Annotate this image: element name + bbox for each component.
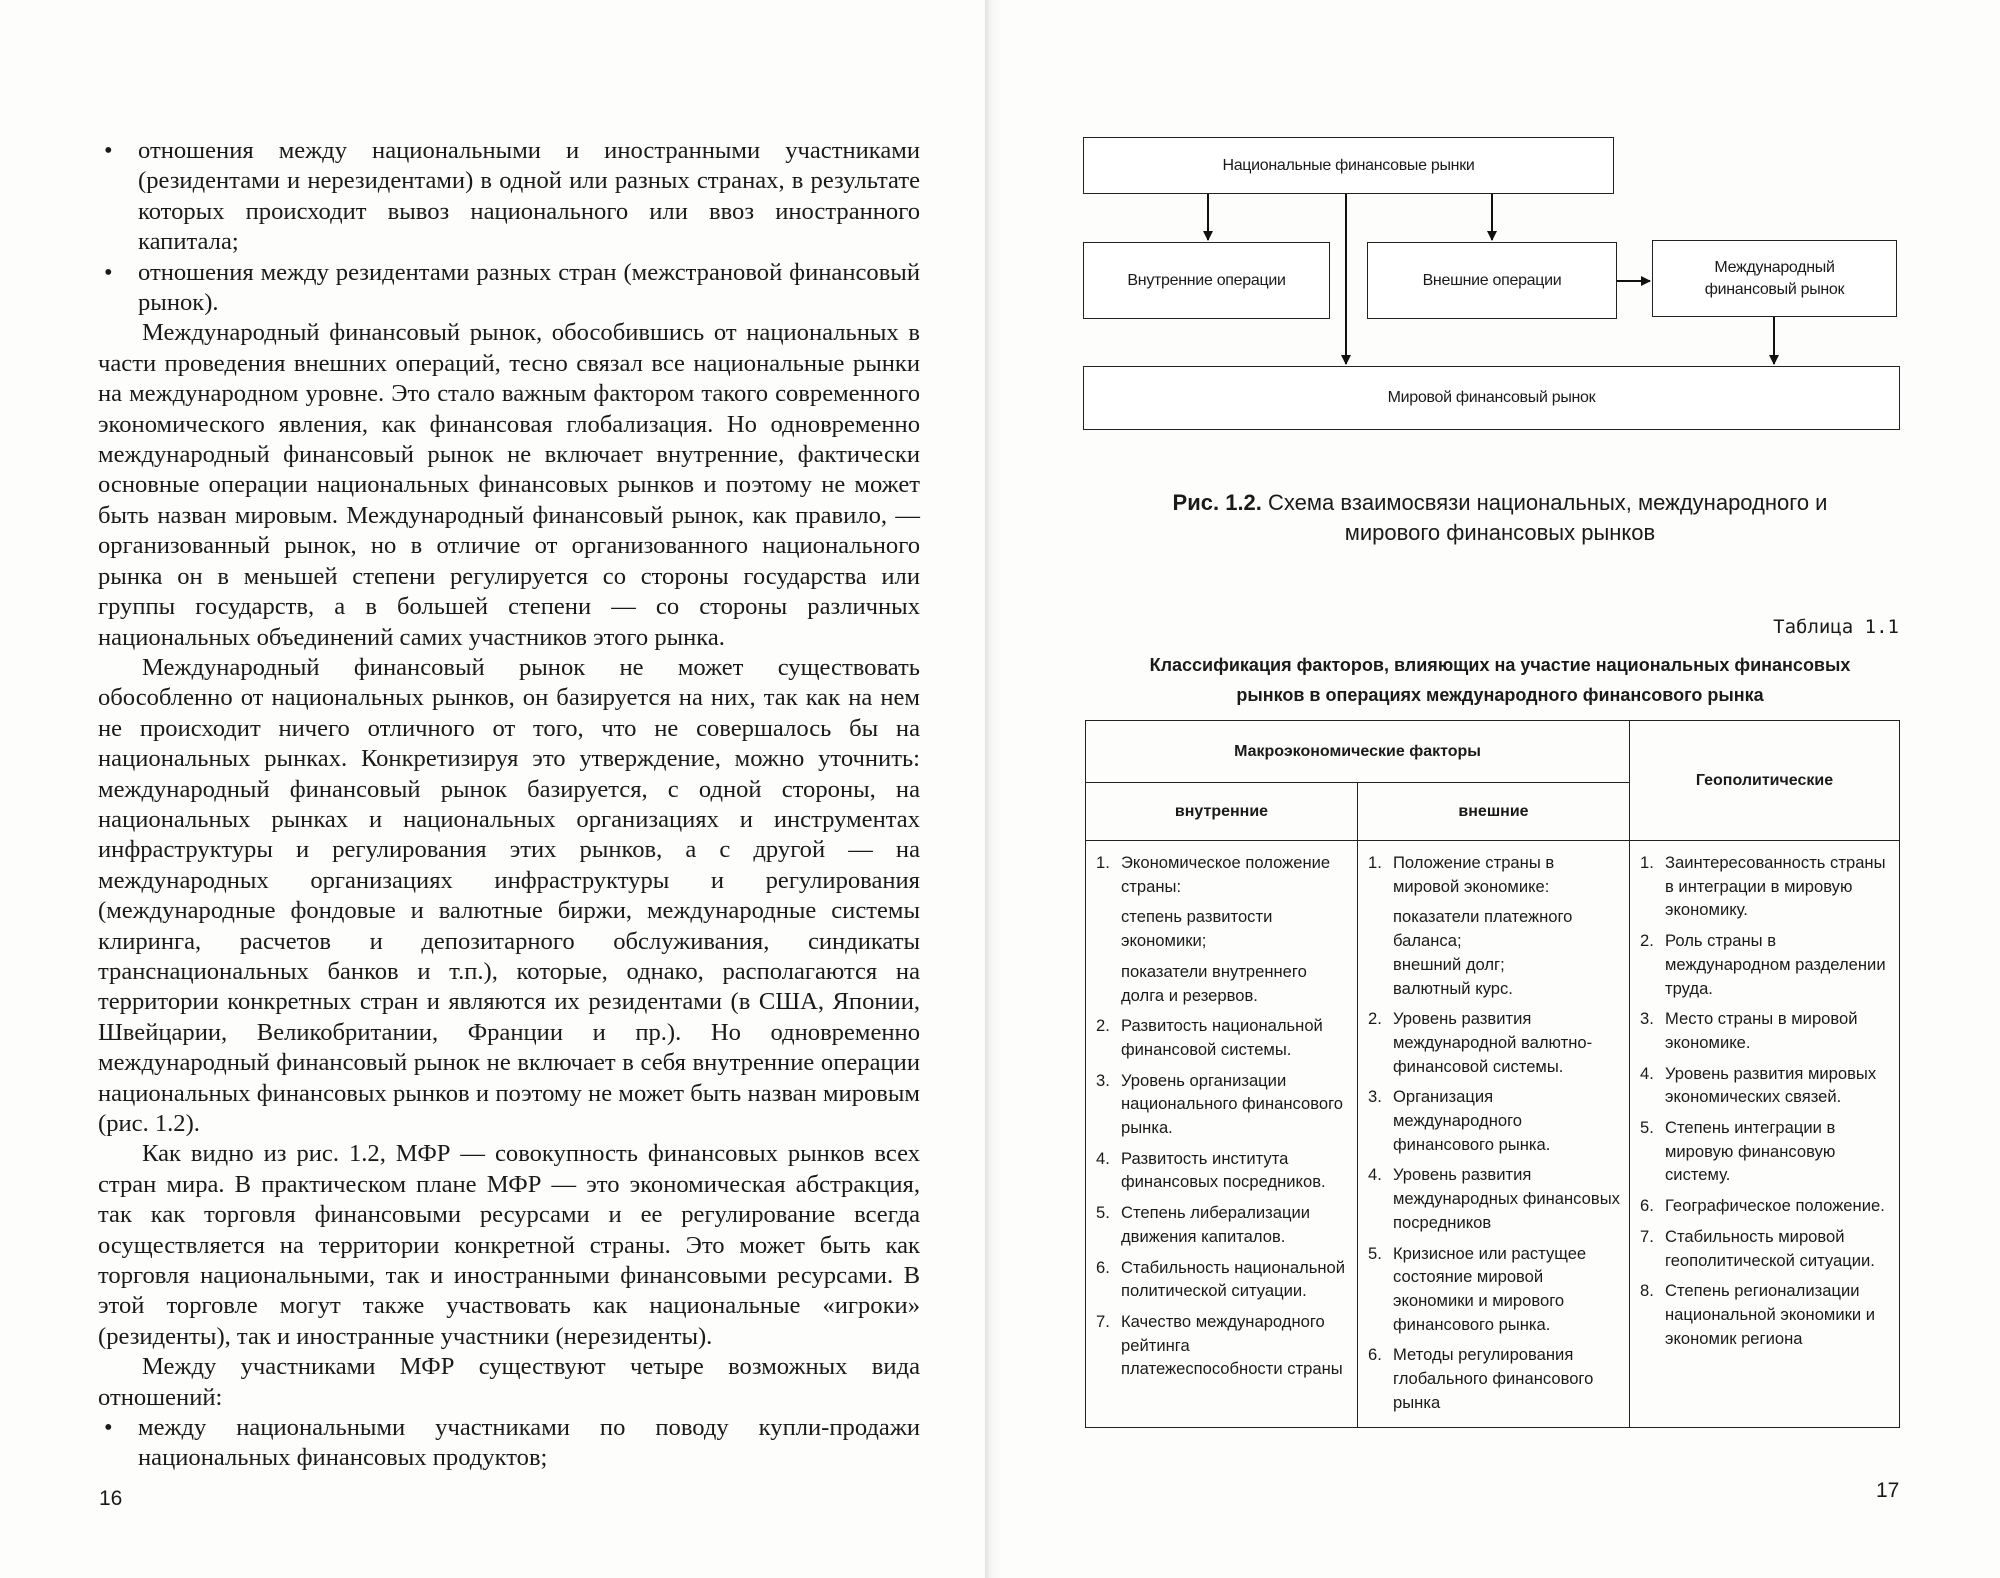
- factors-table: [1085, 720, 1900, 1428]
- body-paragraph: Как видно из рис. 1.2, МФР — совокупность финансовых рынков всех стран мира. В практическом плане МФР — это экономическая абстракция, так как торговля финансовыми ресурсами и ее регулирование всегда осуществляется на территории конкретной страны. Это может быть как торговля национальными, так и иностранными финансовыми ресурсами. В этой торговле могут также участвовать как национальные «игроки» (резиденты), так и иностранные участники (нерезиденты).: [98, 1140, 920, 1350]
- bullet-paragraph: • между национальными участниками по поводу купли-продажи национальных финансовых продуктов;: [98, 1413, 920, 1474]
- list-item: 6. Географическое положение.: [1640, 1196, 1885, 1216]
- bullet-paragraph: • отношения между резидентами разных стран (межстрановой финансовый рынок).: [98, 258, 920, 319]
- list-item: 7. Качество международного рейтинга платежеспособности страны: [1096, 1311, 1343, 1379]
- list-item: 4. Уровень развития мировых экономических связей.: [1640, 1063, 1877, 1107]
- table-label: Таблица 1.1: [1773, 616, 1899, 638]
- list-item: 2. Уровень развития международной валютно-финансовой системы.: [1368, 1009, 1593, 1076]
- page-number-right: 17: [1876, 1479, 1900, 1502]
- column-external: [1358, 841, 1630, 1428]
- list-item: 4. Развитость института финансовых посредников.: [1096, 1148, 1326, 1192]
- list-item: 6. Методы регулирования глобального финансового рынка: [1368, 1345, 1594, 1412]
- list-item: 5. Кризисное или растущее состояние мировой экономики и мирового финансового рынка.: [1368, 1243, 1587, 1334]
- list-subitem: валютный курс.: [1393, 978, 1513, 998]
- national-markets-box: Национальные финансовые рынки: [1083, 137, 1614, 194]
- list-item: 5. Степень интеграции в мировую финансовую систему.: [1640, 1118, 1836, 1185]
- internal-operations-box: Внутренние операции: [1083, 242, 1330, 319]
- list-item: 1. Положение страны в мировой экономике:: [1368, 853, 1555, 896]
- list-item: 4. Уровень развития международных финансовых посредников: [1368, 1165, 1620, 1232]
- header-macro: Макроэкономические факторы: [1086, 721, 1630, 783]
- world-market-box: Мировой финансовый рынок: [1083, 366, 1900, 430]
- page-number-left: 16: [99, 1487, 123, 1510]
- list-item: 3. Уровень организации национального финансового рынка.: [1096, 1070, 1343, 1138]
- list-item: 2. Развитость национальной финансовой системы.: [1096, 1016, 1323, 1059]
- column-geopolitical: [1630, 841, 1900, 1428]
- figure-caption-text: Схема взаимосвязи национальных, международного и мирового финансовых рынков: [1268, 490, 1828, 545]
- list-item: 1. Заинтересованность страны в интеграции в мировую экономику.: [1640, 853, 1886, 920]
- list-subitem: степень развитости экономики;: [1121, 907, 1273, 951]
- list-subitem: показатели внутреннего долга и резервов.: [1121, 961, 1307, 1005]
- column-internal: [1086, 841, 1358, 1428]
- figure-caption-label: Рис. 1.2.: [1172, 490, 1262, 515]
- list-item: 6. Стабильность национальной политической ситуации.: [1096, 1257, 1346, 1301]
- header-internal: внутренние: [1086, 783, 1358, 841]
- international-market-box: Международный финансовый рынок: [1652, 240, 1897, 317]
- table-title: Классификация факторов, влияющих на участие национальных финансовых рынков в операциях международного финансового рынка: [1149, 655, 1851, 705]
- body-paragraph: Международный финансовый рынок не может существовать обособленно от национальных рынков, он базируется на них, так как на нем не происходит ничего отличного от того, что не совершалось бы на национальных рынках. Конкретизируя это утверждение, можно уточнить: международный финансовый рынок базируется, с одной стороны, на национальных рынках и национальных организациях и инструментах инфраструктуры и регулирования этих рынков, а с другой — на международных организациях инфраструктуры и регулирования (международные фондовые и валютные биржи, международные системы клиринга, расчетов и депозитарного обслуживания, синдикаты транснациональных банков и т.п.), которые, однако, располагаются на территории конкретных стран и являются их резидентами (в США, Японии, Швейцарии, Великобритании, Франции и пр.). Но одновременно международный финансовый рынок не включает в себя внутренние операции национальных финансовых рынков и поэтому не может быть назван мировым (рис. 1.2).: [98, 653, 920, 1137]
- body-paragraph: Международный финансовый рынок, обособившись от национальных в части проведения внешних операций, тесно связал все национальные рынки на международном уровне. Это стало важным фактором такого современного экономического явления, как финансовая глобализация. Но одновременно международный финансовый рынок не включает внутренние, фактически основные операции национальных финансовых рынков и поэтому не может быть назван мировым. Международный финансовый рынок, как правило, — организованный рынок, но в отличие от организованного национального рынка он в меньшей степени регулируется со стороны государства или группы государств, а в большей степени — со стороны различных национальных объединений самих участников этого рынка.: [98, 319, 920, 651]
- list-item: 7. Стабильность мировой геополитической ситуации.: [1640, 1226, 1875, 1270]
- list-item: 3. Место страны в мировой экономике.: [1640, 1009, 1858, 1052]
- list-item: 5. Степень либерализации движения капиталов.: [1096, 1203, 1311, 1246]
- list-subitem: показатели платежного баланса;: [1393, 907, 1573, 951]
- figure-caption: [1140, 488, 1860, 548]
- body-paragraph: Между участниками МФР существуют четыре возможных вида отношений:: [98, 1353, 920, 1411]
- list-item: 2. Роль страны в международном разделении труда.: [1640, 931, 1886, 998]
- header-geo: Геополитические: [1630, 721, 1900, 841]
- list-item: 3. Организация международного финансового рынка.: [1368, 1087, 1551, 1154]
- external-operations-box: Внешние операции: [1367, 242, 1617, 319]
- list-item: 8. Степень регионализации национальной экономики и экономик региона: [1640, 1281, 1876, 1348]
- list-subitem: внешний долг;: [1393, 954, 1505, 974]
- bullet-paragraph: • отношения между национальными и иностранными участниками (резидентами и нерезидентами) в одной или разных странах, в результате которых происходит вывоз национального или ввоз иностранного капитала;: [98, 136, 920, 258]
- header-external: внешние: [1358, 783, 1630, 841]
- list-item: 1. Экономическое положение страны:: [1096, 853, 1331, 896]
